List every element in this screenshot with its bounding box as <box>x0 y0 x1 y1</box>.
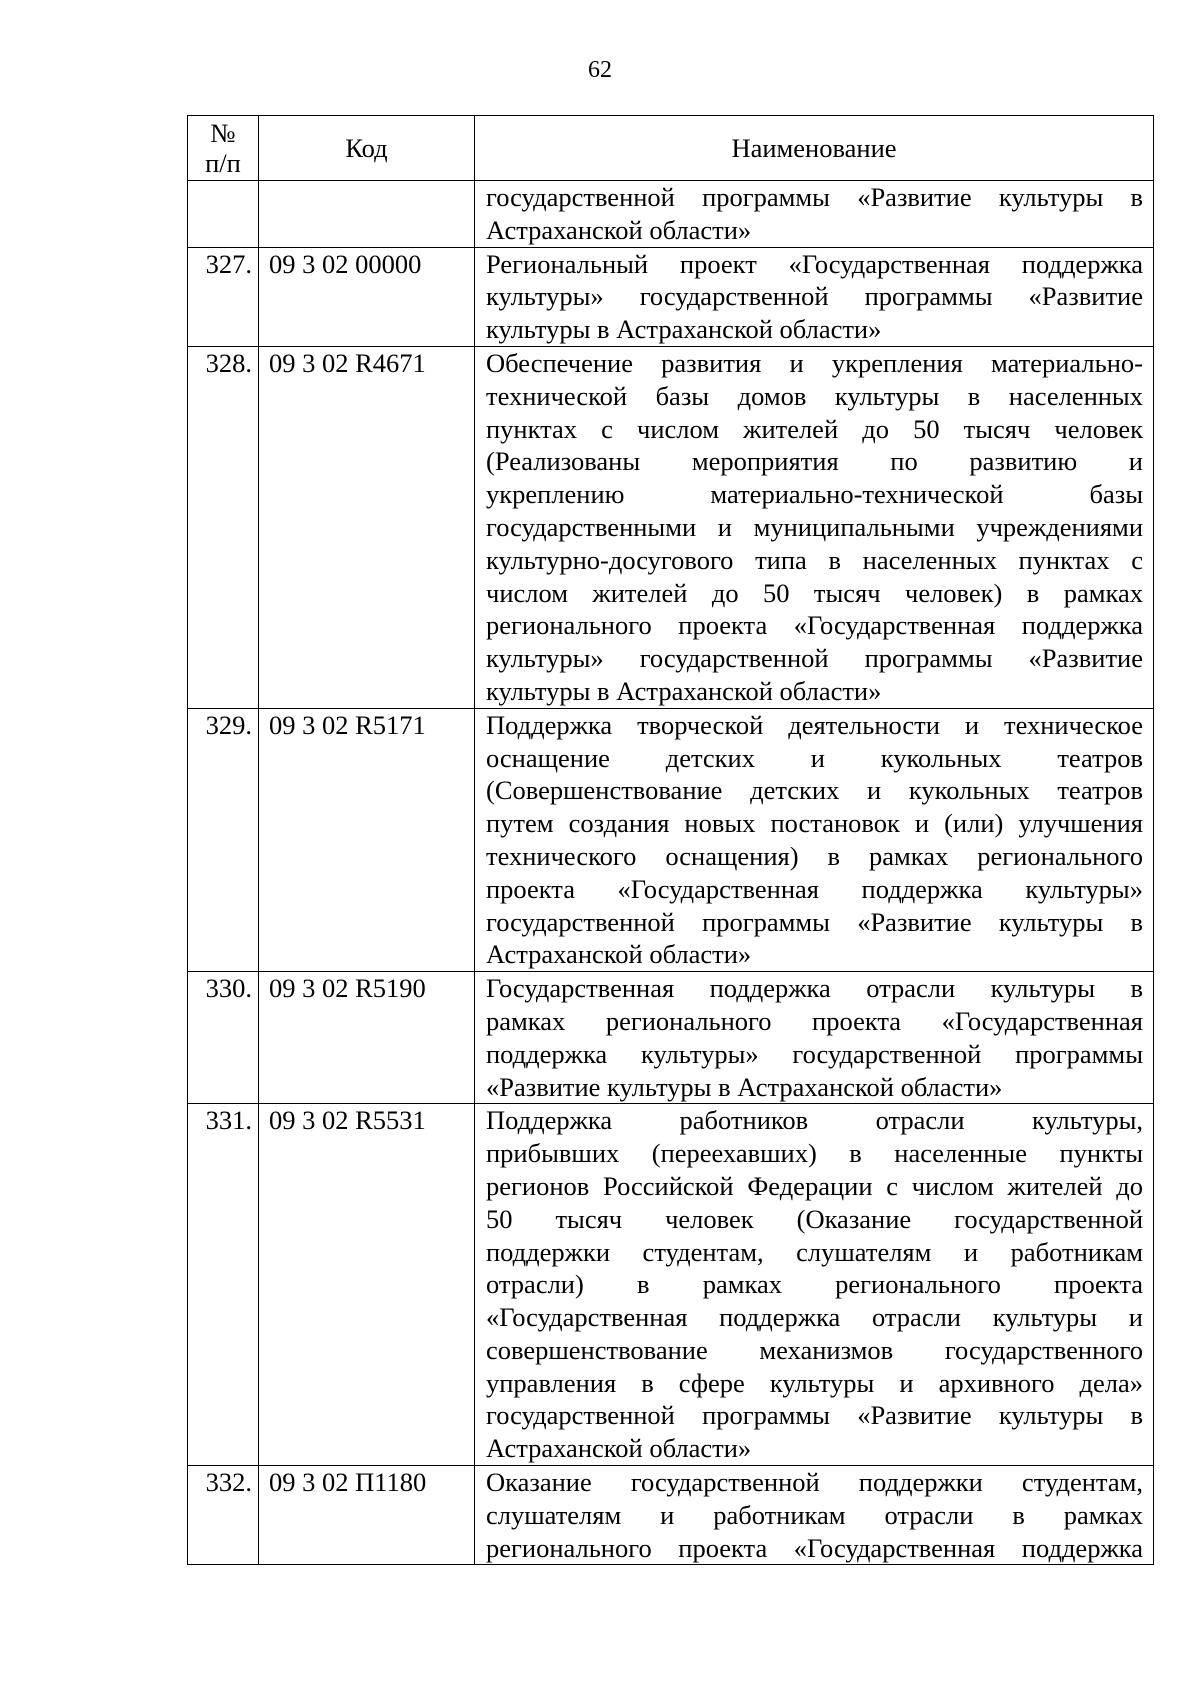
table-row <box>188 708 1154 971</box>
row-name-line: Поддержка работников отрасли культуры, <box>486 1105 1143 1136</box>
table-header-row <box>188 116 1154 181</box>
table-row <box>188 1104 1154 1466</box>
row-name-line: 50 тысяч человек (Оказание государственной <box>486 1203 1143 1234</box>
row-number <box>188 181 259 248</box>
row-name-line: числом жителей до 50 тысяч человек) в рамках <box>486 577 1143 608</box>
row-name-line: регионов Российской Федерации с числом жителей до <box>486 1170 1143 1201</box>
row-name-line: государственной программы «Развитие культуры в <box>486 906 1143 937</box>
row-code <box>259 181 475 248</box>
row-code: 09 3 02 R4671 <box>259 346 475 708</box>
row-name-line: государственной программы «Развитие культуры в <box>486 182 1143 212</box>
header-number-line-2: п/п <box>205 148 241 178</box>
row-name-line: совершенствование механизмов государственного <box>486 1334 1143 1365</box>
table-body <box>188 181 1154 1565</box>
row-name-line: путем создания новых постановок и (или) улучшения <box>486 808 1143 839</box>
row-name-line: культуры» государственной программы «Развитие <box>486 643 1143 674</box>
row-name-line: (Совершенствование детских и кукольных театров <box>486 775 1143 806</box>
row-number: 327. <box>188 247 259 346</box>
row-number: 330. <box>188 972 259 1104</box>
row-name <box>475 1104 1154 1466</box>
row-name-line: регионального проекта «Государственная поддержка <box>486 1532 1143 1563</box>
row-name-line: Астраханской области» <box>486 1433 752 1464</box>
row-name-line: культуры в Астраханской области» <box>486 675 882 706</box>
row-name-line: пунктах с числом жителей до 50 тысяч человек <box>486 413 1143 444</box>
row-name-line: Государственная поддержка отрасли культуры в <box>486 973 1143 1004</box>
row-name <box>475 1466 1154 1565</box>
row-code: 09 3 02 R5171 <box>259 708 475 971</box>
row-name-line: управления в сфере культуры и архивного дела» <box>486 1367 1143 1398</box>
header-code: Код <box>259 116 475 181</box>
page-number: 62 <box>588 57 612 83</box>
table-row <box>188 181 1154 248</box>
table-row <box>188 346 1154 708</box>
row-name <box>475 972 1154 1104</box>
row-name-line: оснащение детских и кукольных театров <box>486 742 1143 773</box>
row-name-line: поддержка культуры» государственной программы <box>486 1038 1143 1069</box>
row-name-line: отрасли) в рамках регионального проекта <box>486 1269 1143 1300</box>
row-name-line: укреплению материально-технической базы <box>486 479 1143 510</box>
row-number: 329. <box>188 708 259 971</box>
row-name-line: культуры в Астраханской области» <box>486 314 882 345</box>
row-number: 328. <box>188 346 259 708</box>
table-row <box>188 247 1154 346</box>
row-number: 332. <box>188 1466 259 1565</box>
row-name-line: «Государственная поддержка отрасли культуры и <box>486 1302 1143 1333</box>
row-name-line: технического оснащения) в рамках регионального <box>486 840 1143 871</box>
row-name <box>475 247 1154 346</box>
header-number-line-1: № <box>210 118 236 148</box>
row-name-line: рамках регионального проекта «Государственная <box>486 1005 1143 1036</box>
row-name-line: поддержки студентам, слушателям и работникам <box>486 1236 1143 1267</box>
row-name <box>475 181 1154 248</box>
row-code: 09 3 02 П1180 <box>259 1466 475 1565</box>
row-name-line: культурно-досугового типа в населенных пунктах с <box>486 544 1143 575</box>
budget-classification-table <box>187 115 1154 1565</box>
row-name-line: Астраханской области» <box>486 214 752 245</box>
row-code: 09 3 02 00000 <box>259 247 475 346</box>
row-name-line: Региональный проект «Государственная поддержка <box>486 248 1143 279</box>
row-name-line: Поддержка творческой деятельности и техническое <box>486 709 1143 740</box>
row-name <box>475 346 1154 708</box>
row-name-line: (Реализованы мероприятия по развитию и <box>486 446 1143 477</box>
header-number <box>188 116 259 181</box>
row-name <box>475 708 1154 971</box>
row-name-line: Оказание государственной поддержки студентам, <box>486 1467 1143 1498</box>
row-name-line: Обеспечение развития и укрепления материально- <box>486 347 1143 378</box>
row-code: 09 3 02 R5190 <box>259 972 475 1104</box>
row-name-line: государственной программы «Развитие культуры в <box>486 1400 1143 1431</box>
row-name-line: Астраханской области» <box>486 939 752 970</box>
table-row <box>188 1466 1154 1565</box>
row-name-line: слушателям и работникам отрасли в рамках <box>486 1499 1143 1530</box>
row-name-line: культуры» государственной программы «Развитие <box>486 281 1143 312</box>
row-name-line: прибывших (переехавших) в населенные пункты <box>486 1138 1143 1169</box>
table-row <box>188 972 1154 1104</box>
row-number: 331. <box>188 1104 259 1466</box>
row-name-line: регионального проекта «Государственная поддержка <box>486 610 1143 641</box>
header-name: Наименование <box>475 116 1154 181</box>
row-name-line: проекта «Государственная поддержка культуры» <box>486 873 1143 904</box>
row-name-line: государственными и муниципальными учреждениями <box>486 511 1143 542</box>
row-name-line: «Развитие культуры в Астраханской области» <box>486 1071 1003 1102</box>
row-code: 09 3 02 R5531 <box>259 1104 475 1466</box>
row-name-line: технической базы домов культуры в населенных <box>486 380 1143 411</box>
